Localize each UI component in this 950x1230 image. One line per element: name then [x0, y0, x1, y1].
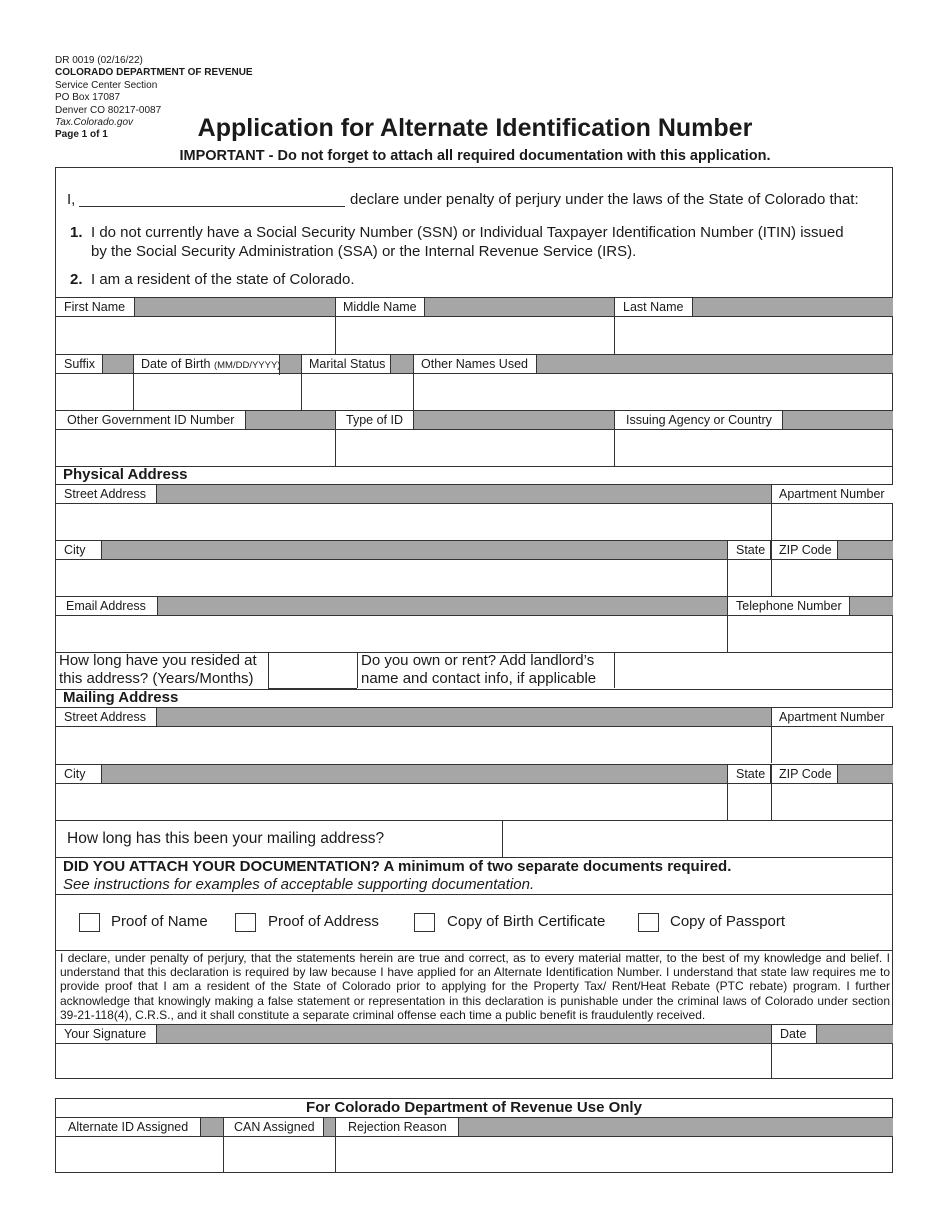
item1-line1: I do not currently have a Social Security Number (SSN) or Individual Taxpayer Identification Number (ITIN) issued: [91, 224, 844, 241]
divider: [55, 689, 893, 690]
own-rent-input[interactable]: [615, 653, 892, 688]
phys-state-label: State: [727, 541, 771, 559]
divider: [357, 653, 358, 688]
office-use-heading: For Colorado Department of Revenue Use Only: [306, 1099, 642, 1116]
declare-suffix: declare under penalty of perjury under the laws of the State of Colorado that:: [350, 191, 859, 208]
physical-address-heading: Physical Address: [63, 466, 188, 483]
type-of-id-label: Type of ID: [335, 411, 414, 429]
own-rent-line2: name and contact info, if applicable: [361, 670, 597, 687]
signature-input[interactable]: [56, 1044, 770, 1078]
mailing-duration-label: How long has this been your mailing address?: [67, 830, 385, 847]
dob-label-text: Date of Birth: [141, 357, 211, 371]
email-label: Email Address: [56, 597, 158, 615]
other-names-input[interactable]: [414, 374, 892, 410]
proof-of-address-label: Proof of Address: [268, 913, 379, 930]
marital-status-input[interactable]: [302, 374, 412, 410]
first-name-label: First Name: [56, 298, 135, 316]
phys-state-input[interactable]: [728, 560, 770, 596]
suffix-input[interactable]: [56, 374, 132, 410]
label-bar: [56, 708, 893, 726]
agency-section: Service Center Section: [55, 79, 158, 91]
birth-certificate-label: Copy of Birth Certificate: [447, 913, 606, 930]
last-name-input[interactable]: [615, 317, 892, 353]
agency-name: COLORADO DEPARTMENT OF REVENUE: [55, 67, 253, 79]
suffix-label: Suffix: [56, 355, 103, 373]
divider: [55, 894, 893, 895]
dob-format: (MM/DD/YYYY): [213, 360, 281, 371]
mail-state-label: State: [727, 765, 771, 783]
phone-label: Telephone Number: [727, 597, 850, 615]
residence-duration-label: [59, 652, 257, 688]
issuing-agency-input[interactable]: [615, 430, 892, 465]
can-label: CAN Assigned: [223, 1118, 324, 1136]
declarant-name-input[interactable]: [79, 206, 345, 207]
phys-zip-label: ZIP Code: [771, 541, 838, 559]
phys-zip-input[interactable]: [772, 560, 892, 596]
other-gov-id-label: Other Government ID Number: [56, 411, 246, 429]
important-notice: IMPORTANT - Do not forget to attach all required documentation with this application.: [179, 148, 771, 164]
mail-street-input[interactable]: [56, 727, 770, 763]
alt-id-label: Alternate ID Assigned: [56, 1118, 201, 1136]
rejection-reason-label: Rejection Reason: [335, 1118, 459, 1136]
item2-number: 2.: [70, 271, 83, 288]
phys-apartment-label: Apartment Number: [771, 485, 893, 503]
phone-input[interactable]: [728, 616, 892, 652]
label-bar: [56, 485, 893, 503]
phys-apartment-input[interactable]: [772, 504, 892, 540]
type-of-id-input[interactable]: [336, 430, 614, 465]
passport-checkbox[interactable]: [638, 913, 659, 932]
own-rent-line1: Do you own or rent? Add landlord’s: [361, 652, 595, 669]
mail-zip-label: ZIP Code: [771, 765, 838, 783]
phys-street-input[interactable]: [56, 504, 770, 540]
middle-name-label: Middle Name: [335, 298, 425, 316]
documentation-subheading: See instructions for examples of acceptable supporting documentation.: [63, 876, 535, 893]
mail-zip-input[interactable]: [772, 784, 892, 820]
rejection-reason-input[interactable]: [336, 1137, 892, 1172]
dob-label: [133, 355, 280, 375]
item2-text: I am a resident of the state of Colorado.: [91, 271, 355, 288]
phys-street-label: Street Address: [56, 485, 157, 503]
last-name-label: Last Name: [615, 298, 693, 316]
item1-number: 1.: [70, 224, 83, 241]
proof-of-address-checkbox[interactable]: [235, 913, 256, 932]
other-gov-id-input[interactable]: [56, 430, 334, 465]
mail-state-input[interactable]: [728, 784, 770, 820]
residence-duration-input[interactable]: [269, 653, 357, 688]
form-id: DR 0019 (02/16/22): [55, 55, 143, 66]
mail-apartment-label: Apartment Number: [771, 708, 893, 726]
declaration-text: I declare, under penalty of perjury, that the statements herein are true and correct, as to every material matter, to the best of my knowledge and belief. I understand that this declaration is required by law because I have applied for an Alternate Identification Number. I understand that state law requires me to provide proof that I am a resident of the State of Colorado prior to applying for the Property Tax/ Rent/Heat Rebate (PTC rebate) program. I further acknowledge that knowingly making a false statement or representation in this declaration is punishable under the criminal laws of Colorado under section 39-21-118(4), C.R.S., and it shall constitute a separate criminal offense each time a public benefit is fraudulently received.: [60, 951, 890, 1022]
other-names-label: Other Names Used: [413, 355, 537, 373]
mail-city-input[interactable]: [56, 784, 726, 820]
mail-apartment-input[interactable]: [772, 727, 892, 763]
declare-prefix: I,: [67, 191, 76, 208]
passport-label: Copy of Passport: [670, 913, 786, 930]
label-bar: [56, 1025, 893, 1043]
city-zip: Denver CO 80217-0087: [55, 104, 162, 116]
page-title: Application for Alternate Identification Number: [197, 114, 753, 142]
date-input[interactable]: [772, 1044, 892, 1078]
dob-input[interactable]: [134, 374, 300, 410]
proof-of-name-checkbox[interactable]: [79, 913, 100, 932]
website-link[interactable]: Tax.Colorado.gov: [55, 117, 134, 129]
mailing-address-heading: Mailing Address: [63, 689, 179, 706]
birth-certificate-checkbox[interactable]: [414, 913, 435, 932]
page-number: Page 1 of 1: [55, 129, 108, 141]
phys-city-label: City: [56, 541, 102, 559]
marital-status-label: Marital Status: [301, 355, 391, 373]
middle-name-input[interactable]: [336, 317, 614, 353]
mail-city-label: City: [56, 765, 102, 783]
documentation-heading: DID YOU ATTACH YOUR DOCUMENTATION? A minimum of two separate documents required.: [63, 858, 732, 875]
residence-duration-line1: How long have you resided at: [59, 652, 257, 669]
po-box: PO Box 17087: [55, 92, 121, 104]
mailing-duration-input[interactable]: [503, 821, 892, 857]
email-input[interactable]: [56, 616, 726, 652]
phys-city-input[interactable]: [56, 560, 726, 596]
proof-of-name-label: Proof of Name: [111, 913, 208, 930]
residence-duration-line2: this address? (Years/Months): [59, 670, 254, 687]
mail-street-label: Street Address: [56, 708, 157, 726]
alt-id-input[interactable]: [56, 1137, 222, 1172]
can-input[interactable]: [224, 1137, 334, 1172]
issuing-agency-label: Issuing Agency or Country: [615, 411, 783, 429]
own-rent-label: [361, 652, 596, 688]
date-label: Date: [771, 1025, 817, 1043]
signature-label: Your Signature: [56, 1025, 157, 1043]
first-name-input[interactable]: [56, 317, 334, 353]
label-bar: [56, 298, 893, 316]
item1-line2: by the Social Security Administration (SSA) or the Internal Revenue Service (IRS).: [91, 243, 637, 260]
